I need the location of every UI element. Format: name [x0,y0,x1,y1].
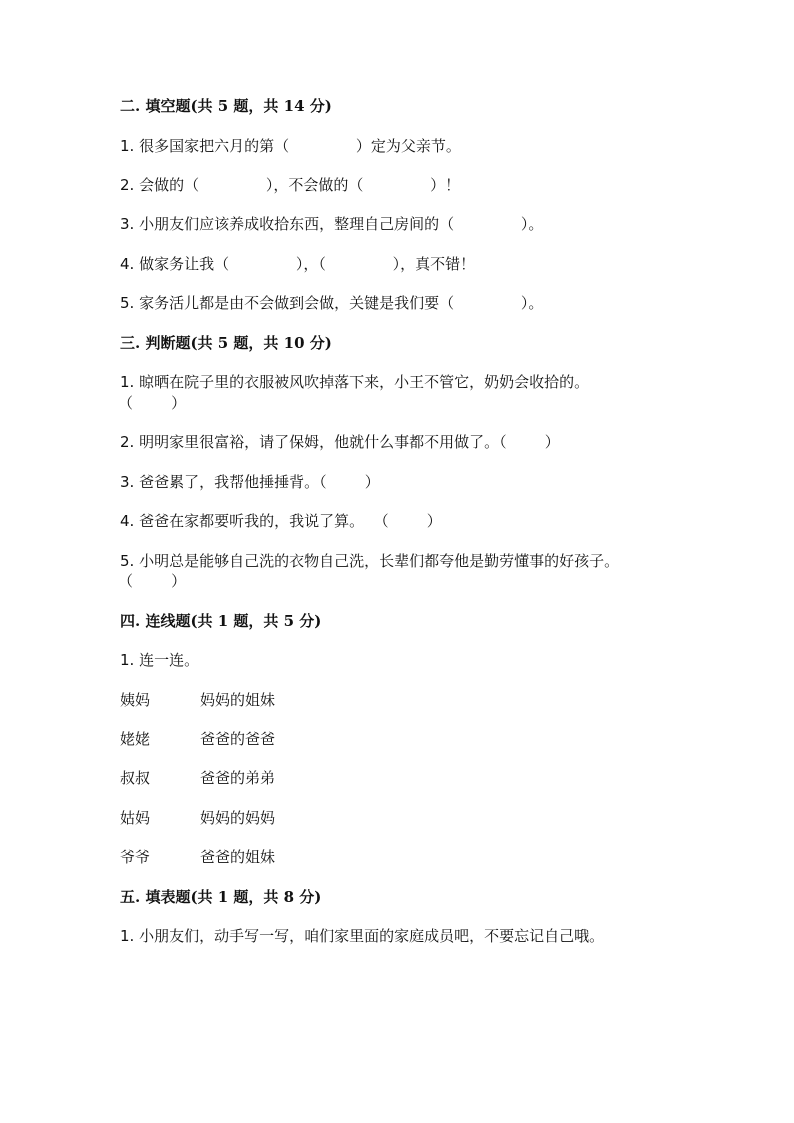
match-right-item: 妈妈的姐妹 [200,691,276,709]
question-judge-1: 1. 晾晒在院子里的衣服被风吹掉落下来，小王不管它，奶奶会收拾的。 [120,373,590,391]
question-fill-4: 4. 做家务让我（ ），（ ），真不错！ [120,255,476,273]
match-right-item: 爸爸的爸爸 [200,730,276,748]
section-heading-fill-blank: 二. 填空题(共 5 题，共 14 分) [120,97,332,115]
question-fill-2: 2. 会做的（ ），不会做的（ ）！ [120,176,461,194]
match-left-item: 叔叔 [120,769,151,787]
question-judge-3: 3. 爸爸累了，我帮他捶捶背。（ ） [120,473,380,491]
question-table-1: 1. 小朋友们，动手写一写，咱们家里面的家庭成员吧，不要忘记自己哦。 [120,927,605,945]
answer-blank-judge-5: （ ） [118,572,187,590]
match-right-item: 爸爸的姐妹 [200,848,276,866]
match-left-item: 姨妈 [120,691,151,709]
question-fill-5: 5. 家务活儿都是由不会做到会做，关键是我们要（ ）。 [120,294,544,312]
match-left-item: 爷爷 [120,848,151,866]
match-right-item: 妈妈的妈妈 [200,809,276,827]
match-left-item: 姑妈 [120,809,151,827]
match-left-item: 姥姥 [120,730,151,748]
section-heading-match: 四. 连线题(共 1 题，共 5 分) [120,612,322,630]
section-heading-table: 五. 填表题(共 1 题，共 8 分) [120,888,322,906]
section-heading-judge: 三. 判断题(共 5 题，共 10 分) [120,334,332,352]
question-fill-1: 1. 很多国家把六月的第（ ）定为父亲节。 [120,137,461,155]
question-judge-5: 5. 小明总是能够自己洗的衣物自己洗，长辈们都夸他是勤劳懂事的好孩子。 [120,552,620,570]
match-right-item: 爸爸的弟弟 [200,769,276,787]
answer-blank-judge-1: （ ） [118,394,187,412]
question-judge-4: 4. 爸爸在家都要听我的，我说了算。 （ ） [120,512,442,530]
question-fill-3: 3. 小朋友们应该养成收拾东西，整理自己房间的（ ）。 [120,215,544,233]
question-judge-2: 2. 明明家里很富裕，请了保姆，他就什么事都不用做了。（ ） [120,433,560,451]
question-match-1: 1. 连一连。 [120,651,200,669]
